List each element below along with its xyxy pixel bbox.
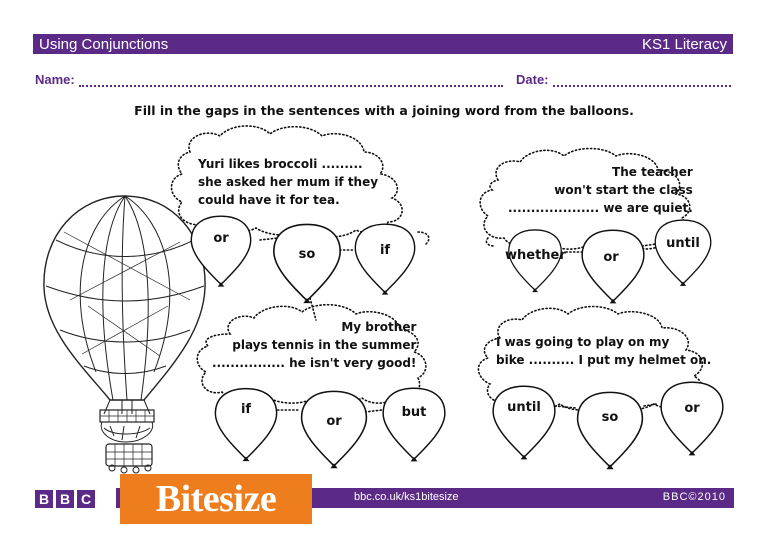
balloon-4-1 xyxy=(493,386,555,459)
sentence-2: The teacher won't start the class .................... we are quiet. xyxy=(508,165,693,215)
sentence-3: My brother plays tennis in the summer ................ he isn't very good! xyxy=(212,320,417,370)
footer-url[interactable]: bbc.co.uk/ks1bitesize xyxy=(354,491,459,503)
balloon-word-or: or xyxy=(603,250,619,265)
balloon-word-whether: whether xyxy=(505,248,566,263)
balloon-word-so: so xyxy=(601,410,619,425)
bbc-letter: C xyxy=(77,490,95,508)
balloon-4-3 xyxy=(661,382,723,455)
worksheet-title: Using Conjunctions xyxy=(39,35,169,53)
copyright: BBC©2010 xyxy=(662,491,726,503)
balloon-1-2 xyxy=(274,224,340,303)
balloon-word-if: if xyxy=(240,402,252,417)
balloon-4-2 xyxy=(578,392,643,469)
bitesize-logo: Bitesize xyxy=(120,474,312,524)
name-label: Name: xyxy=(35,72,75,87)
balloon-word-if: if xyxy=(379,243,391,258)
balloon-3-3 xyxy=(383,388,445,461)
balloon-1-3 xyxy=(355,224,414,294)
bbc-letter: B xyxy=(56,490,74,508)
balloon-2-3 xyxy=(655,220,711,286)
sentence-4: I was going to play on my bike .......... I put my helmet on. xyxy=(496,335,712,367)
balloon-word-so: so xyxy=(298,247,316,262)
hot-air-balloon-icon xyxy=(44,196,205,473)
balloon-word-or: or xyxy=(213,231,229,246)
balloon-word-until: until xyxy=(507,400,541,415)
subject-label: KS1 Literacy xyxy=(641,35,727,53)
bbc-logo xyxy=(35,490,95,508)
balloon-1-1 xyxy=(191,216,250,286)
date-label: Date: xyxy=(516,72,549,87)
balloon-2-2 xyxy=(582,230,644,303)
instructions: Fill in the gaps in the sentences with a joining word from the balloons. xyxy=(134,103,634,118)
sentence-1: Yuri likes broccoli ......... she asked her mum if they could have it for tea. xyxy=(198,157,379,207)
balloon-word-but: but xyxy=(401,405,427,420)
bbc-letter: B xyxy=(35,490,53,508)
balloon-word-until: until xyxy=(666,236,700,251)
balloon-word-or: or xyxy=(684,401,700,416)
balloon-word-or: or xyxy=(326,414,342,429)
balloon-3-1 xyxy=(215,389,276,462)
balloon-3-2 xyxy=(302,391,367,468)
